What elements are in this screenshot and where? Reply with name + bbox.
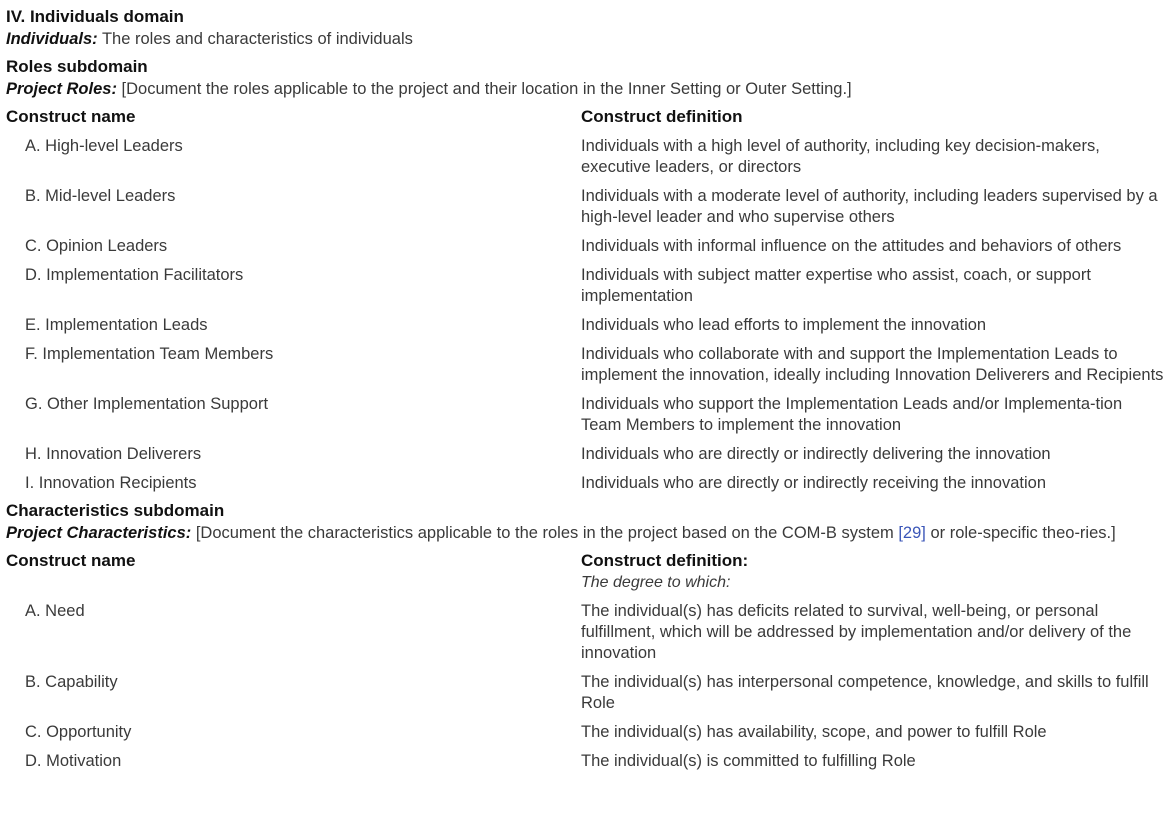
construct-definition: Individuals who collaborate with and support the Implementation Leads to implement the innovation, ideally including Innovation Deliverers and Recipients	[581, 345, 1164, 384]
roles-intro	[6, 78, 1166, 100]
characteristics-intro-text-after: or role-specific theo-ries.]	[925, 524, 1116, 542]
construct-name: E. Implementation Leads	[25, 316, 208, 334]
construct-name: A. Need	[25, 602, 85, 620]
characteristics-column-headers	[6, 550, 1166, 572]
characteristics-intro-text-before: [Document the characteristics applicable to the roles in the project based on the COM-B system	[191, 524, 899, 542]
table-row	[6, 315, 1166, 336]
roles-subdomain-title: Roles subdomain	[6, 57, 148, 76]
characteristics-col-name-header: Construct name	[6, 551, 136, 570]
construct-name: C. Opinion Leaders	[25, 237, 168, 255]
citation-link[interactable]: [29]	[898, 524, 926, 542]
construct-definition: Individuals who are directly or indirectly receiving the innovation	[581, 474, 1046, 492]
roles-intro-lead: Project Roles:	[6, 80, 117, 98]
construct-definition: Individuals who are directly or indirectly delivering the innovation	[581, 445, 1051, 463]
table-row	[6, 136, 1166, 178]
construct-definition: Individuals with informal influence on the attitudes and behaviors of others	[581, 237, 1122, 255]
characteristics-intro-lead: Project Characteristics:	[6, 524, 192, 542]
construct-name: D. Motivation	[25, 752, 122, 770]
roles-table	[6, 136, 1166, 494]
roles-intro-text: [Document the roles applicable to the project and their location in the Inner Setting or Outer Setting.]	[116, 80, 852, 98]
construct-name: A. High-level Leaders	[25, 137, 183, 155]
construct-name: B. Capability	[25, 673, 118, 691]
table-row	[6, 186, 1166, 228]
characteristics-subdomain-title: Characteristics subdomain	[6, 501, 225, 520]
domain-intro-text: The roles and characteristics of individuals	[97, 30, 413, 48]
table-row	[6, 444, 1166, 465]
characteristics-col-def-note: The degree to which:	[581, 574, 731, 591]
construct-name: G. Other Implementation Support	[25, 395, 269, 413]
construct-name: C. Opportunity	[25, 723, 132, 741]
roles-column-headers	[6, 106, 1166, 128]
table-row	[6, 672, 1166, 714]
construct-name: I. Innovation Recipients	[25, 474, 197, 492]
table-row	[6, 265, 1166, 307]
table-row	[6, 344, 1166, 386]
table-row	[6, 473, 1166, 494]
construct-definition: Individuals with a moderate level of authority, including leaders supervised by a high-level leader and who supervise others	[581, 187, 1158, 226]
construct-definition: Individuals who lead efforts to implement the innovation	[581, 316, 987, 334]
roles-col-name-header: Construct name	[6, 107, 136, 126]
construct-name: B. Mid-level Leaders	[25, 187, 176, 205]
table-row	[6, 751, 1166, 772]
construct-name: F. Implementation Team Members	[25, 345, 274, 363]
domain-intro-lead: Individuals:	[6, 30, 98, 48]
construct-definition: Individuals with subject matter expertise who assist, coach, or support implementation	[581, 266, 1091, 305]
characteristics-intro	[6, 522, 1166, 544]
construct-definition: The individual(s) has deficits related to survival, well-being, or personal fulfillment, which will be addressed by implementation and/or delivery of the innovation	[581, 602, 1132, 662]
construct-definition: The individual(s) is committed to fulfilling Role	[581, 752, 916, 770]
construct-definition: The individual(s) has interpersonal competence, knowledge, and skills to fulfill Role	[581, 673, 1149, 712]
table-row	[6, 236, 1166, 257]
construct-definition: The individual(s) has availability, scope, and power to fulfill Role	[581, 723, 1047, 741]
roles-col-def-header: Construct definition	[581, 107, 743, 126]
construct-name: D. Implementation Facilitators	[25, 266, 244, 284]
table-row	[6, 601, 1166, 664]
construct-definition: Individuals who support the Implementation Leads and/or Implementa-tion Team Members to implement the innovation	[581, 395, 1123, 434]
characteristics-table	[6, 601, 1166, 772]
construct-name: H. Innovation Deliverers	[25, 445, 202, 463]
domain-title: IV. Individuals domain	[6, 7, 184, 26]
table-row	[6, 394, 1166, 436]
construct-definition: Individuals with a high level of authority, including key decision-makers, executive leaders, or directors	[581, 137, 1100, 176]
characteristics-col-def-header: Construct definition:	[581, 551, 749, 570]
table-row	[6, 722, 1166, 743]
document-body	[6, 6, 1166, 772]
domain-intro	[6, 28, 1166, 50]
